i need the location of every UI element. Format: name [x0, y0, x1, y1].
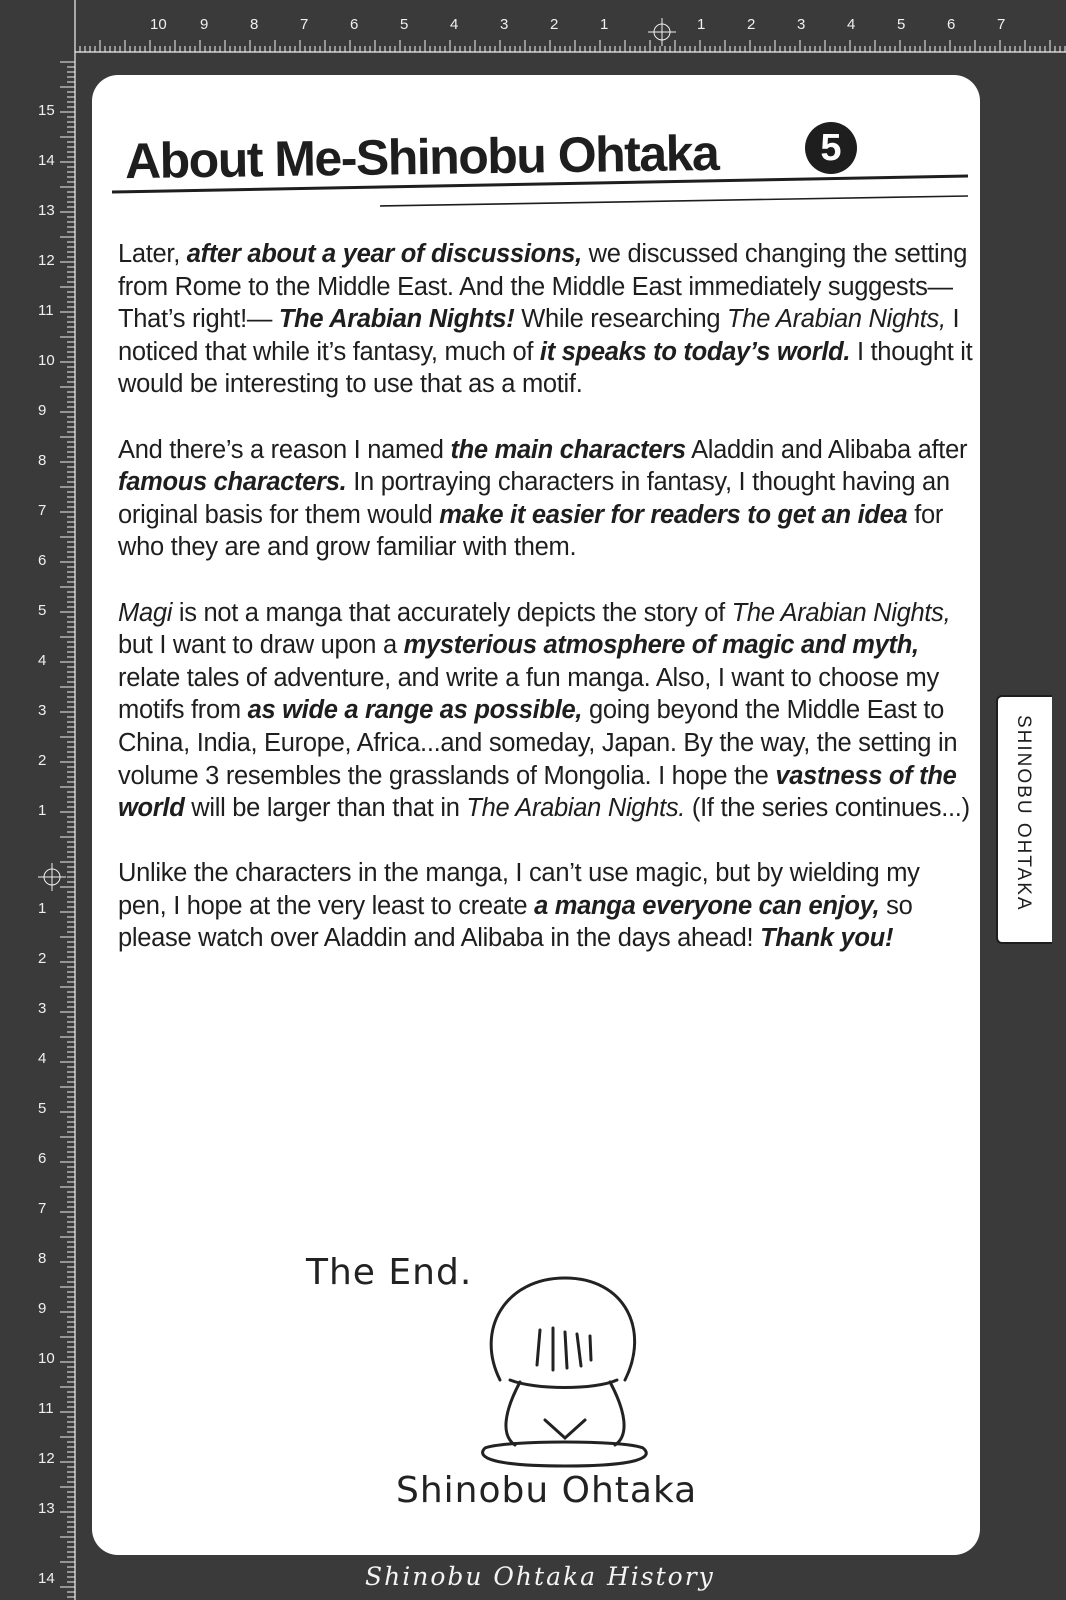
ruler-number: 6: [38, 552, 47, 569]
author-signature: Shinobu Ohtaka: [396, 1470, 698, 1511]
emphasis-text: the main characters: [450, 435, 686, 464]
ruler-number: 10: [38, 1350, 55, 1367]
author-doodle-illustration: [465, 1270, 665, 1470]
side-tab-label: SHINOBU OHTAKA: [1013, 715, 1034, 912]
ruler-number: 4: [450, 16, 459, 33]
body-text-run: Unlike the characters in the manga, I can’t use magic, but by wielding my pen, I hope at the very least to create: [118, 859, 920, 920]
ruler-number: 6: [947, 16, 956, 33]
ruler-number: 15: [38, 102, 55, 119]
ruler-number: 2: [550, 16, 559, 33]
ruler-number: 6: [38, 1150, 47, 1167]
ruler-number: 14: [38, 152, 55, 169]
crosshair-icon: [648, 18, 676, 46]
emphasis-text: vastness of the world: [118, 761, 957, 823]
emphasis-text: mysterious atmosphere of magic and myth,: [403, 631, 919, 660]
ruler-number: 4: [38, 652, 47, 669]
ruler-number: 12: [38, 252, 55, 269]
ruler-number: 9: [38, 1300, 47, 1317]
body-text-run: Later,: [118, 240, 187, 268]
ruler-number: 2: [38, 950, 47, 967]
ruler-number: 5: [400, 16, 409, 33]
body-text-run: we discussed changing the setting from Rome to the Middle East. And the Middle East immediately suggests— That’s right!—: [118, 240, 968, 334]
ruler-number: 12: [38, 1450, 55, 1467]
ruler-number: 6: [350, 16, 359, 33]
paragraph-3: [118, 597, 973, 825]
paragraph-2: [118, 434, 973, 564]
ruler-number: 8: [38, 1250, 47, 1267]
body-text-run: And there’s a reason I named: [118, 435, 451, 464]
ruler-number: 11: [38, 1400, 54, 1417]
emphasis-text: as wide a range as possible,: [247, 696, 583, 725]
emphasis-text: a manga everyone can enjoy,: [534, 891, 880, 920]
ruler-number: 1: [38, 900, 47, 917]
body-text-run: going beyond the Middle East to China, India, Europe, Africa...and someday, Japan. By the way, the setting in volume 3 resembles the grasslands of Mongolia. I hope the: [118, 696, 958, 790]
ruler-number: 14: [38, 1570, 55, 1587]
ruler-number: 9: [38, 402, 47, 419]
ruler-number: 7: [38, 502, 47, 519]
italic-title-text: The Arabian Nights.: [466, 794, 686, 823]
body-text-run: Aladdin and Alibaba after: [685, 435, 968, 464]
emphasis-text: Thank you!: [760, 924, 894, 953]
ruler-number: 8: [250, 16, 259, 33]
ruler-number: 1: [697, 16, 706, 33]
ruler-number: 7: [38, 1200, 47, 1217]
the-end-text: The End.: [306, 1252, 473, 1293]
ruler-number: 3: [500, 16, 509, 33]
ruler-number: 9: [200, 16, 209, 33]
italic-title-text: The Arabian Nights,: [731, 598, 951, 627]
title-underline: [110, 172, 970, 212]
side-tab: [996, 695, 1052, 944]
ruler-number: 11: [38, 302, 54, 319]
paragraph-4: [118, 857, 973, 955]
italic-title-text: Magi: [118, 598, 173, 627]
ruler-number: 3: [38, 702, 47, 719]
body-text-run: (If the series continues...): [685, 794, 970, 823]
page-title: About Me-Shinobu Ohtaka: [124, 124, 719, 190]
ruler-number: 1: [600, 16, 609, 33]
ruler-number: 3: [797, 16, 806, 33]
ruler-number: 5: [38, 1100, 47, 1117]
ruler-number: 7: [300, 16, 309, 33]
ruler-number: 2: [38, 752, 47, 769]
ruler-number: 13: [38, 202, 55, 219]
emphasis-text: it speaks to today’s world.: [539, 337, 851, 366]
emphasis-text: famous characters.: [118, 468, 347, 497]
ruler-number: 2: [747, 16, 756, 33]
ruler-number: 10: [150, 16, 167, 33]
ruler-number: 5: [38, 602, 47, 619]
body-text-run: for who they are and grow familiar with them.: [118, 500, 944, 562]
emphasis-text: The Arabian Nights!: [278, 305, 515, 334]
body-text-run: will be larger than that in: [184, 794, 467, 823]
body-text-run: I thought it would be interesting to use that as a motif.: [118, 337, 973, 399]
ruler-number: 8: [38, 452, 47, 469]
paragraph-1: [118, 238, 973, 401]
emphasis-text: after about a year of discussions,: [186, 240, 582, 268]
body-text-run: relate tales of adventure, and write a fun manga. Also, I want to choose my motifs from: [118, 663, 939, 725]
ruler-number: 13: [38, 1500, 55, 1517]
emphasis-text: make it easier for readers to get an idea: [439, 500, 908, 529]
body-text-run: but I want to draw upon a: [118, 631, 404, 660]
article-body: [118, 238, 973, 988]
body-text-run: In portraying characters in fantasy, I thought having an original basis for them would: [118, 468, 950, 529]
body-text-run: While researching: [514, 305, 728, 334]
ruler-number: 10: [38, 352, 55, 369]
ruler-number: 4: [847, 16, 856, 33]
ruler-number: 3: [38, 1000, 47, 1017]
body-text-run: I noticed that while it’s fantasy, much of: [118, 305, 960, 366]
ruler-number: 1: [38, 802, 47, 819]
italic-title-text: The Arabian Nights,: [727, 305, 946, 334]
ruler-number: 5: [897, 16, 906, 33]
ruler-number: 4: [38, 1050, 47, 1067]
ruler-number: 7: [997, 16, 1006, 33]
footer-caption: Shinobu Ohtaka History: [365, 1562, 715, 1591]
volume-badge: 5: [805, 122, 857, 174]
body-text-run: so please watch over Aladdin and Alibaba in the days ahead!: [118, 891, 913, 953]
body-text-run: is not a manga that accurately depicts the story of: [172, 598, 732, 627]
